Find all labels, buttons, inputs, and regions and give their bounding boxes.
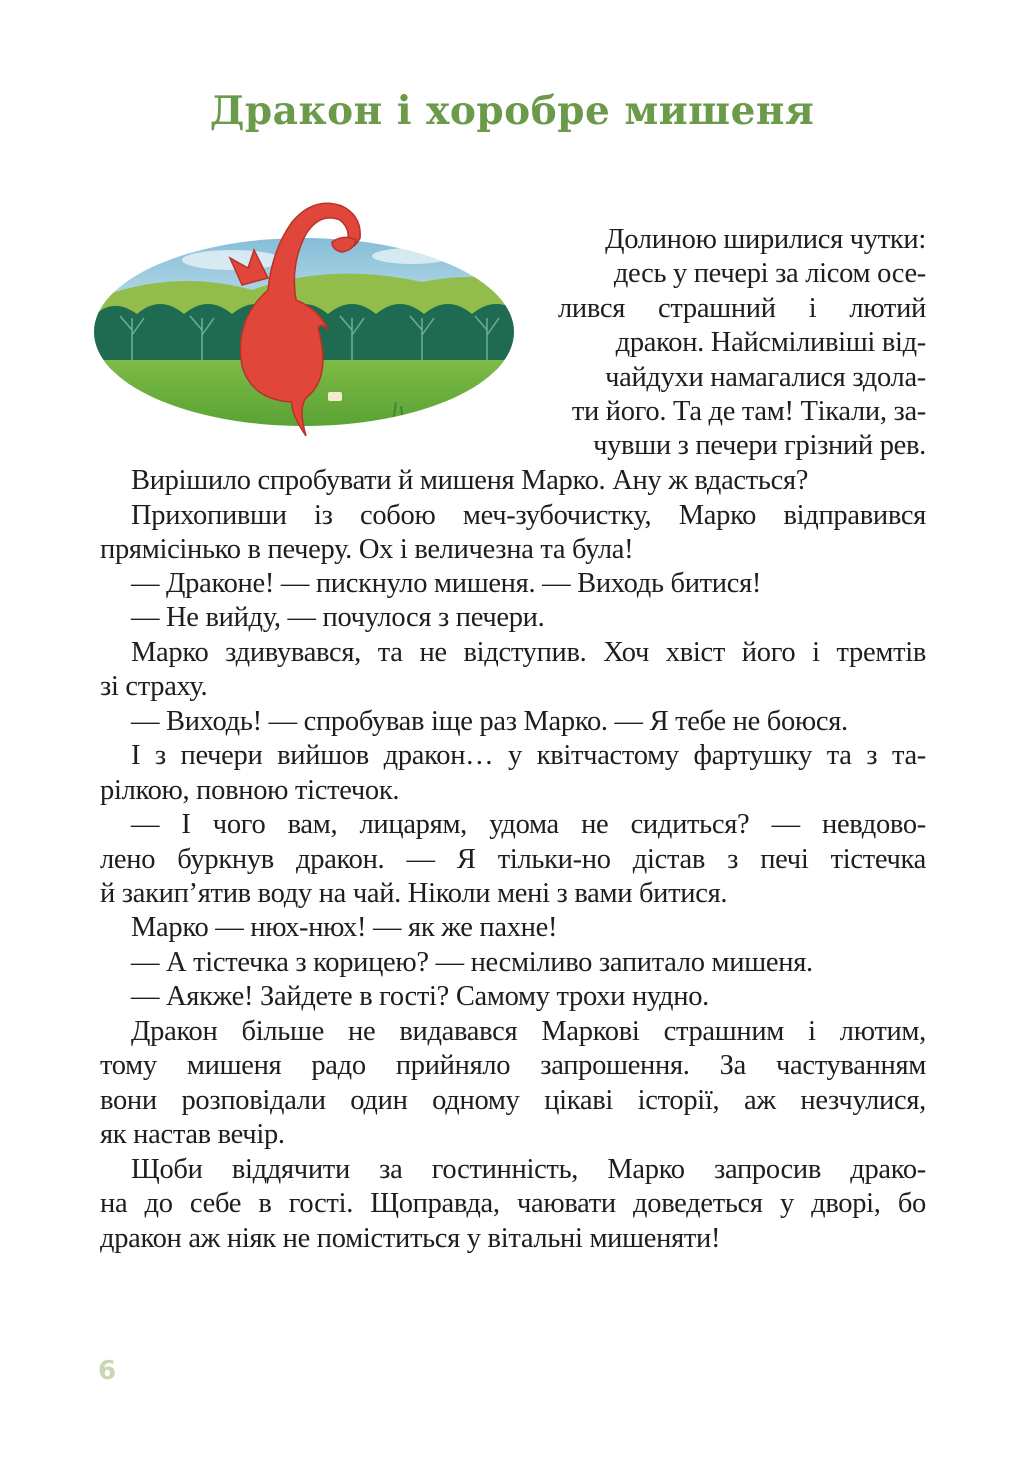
text-line: — Не вийду, — почулося з печери. [131,602,545,633]
text-line: Долиною ширилися чутки: [605,224,926,255]
text-line: тому мишеня радо прийняло запрошення. За частуванням [100,1050,926,1081]
text-line: Марко здивувався, та не відступив. Хоч хвіст його і тремтів [131,637,926,668]
text-line: Дракон більше не видавався Маркові страшним і лютим, [131,1016,926,1047]
text-line: — Виходь! — спробував іще раз Марко. — Я тебе не боюся. [131,706,848,737]
text-line: чувши з печери грізний рев. [593,430,926,461]
dragon-illustration [92,190,522,440]
text-line: прямісінько в печеру. Ох і величезна та була! [100,534,634,565]
text-line: чайдухи намагалися здола- [605,362,926,393]
text-line: — Драконе! — пискнуло мишеня. — Виходь битися! [131,568,762,599]
text-line: лено буркнув дракон. — Я тільки-но дістав з печі тістечка [100,844,926,875]
text-line: — А тістечка з корицею? — несміливо запитало мишеня. [131,947,813,978]
text-line: — Аякже! Зайдете в гості? Самому трохи нудно. [131,981,709,1012]
text-line: Марко — нюх-нюх! — як же пахне! [131,912,558,943]
text-line: рілкою, повною тістечок. [100,775,400,806]
text-line: вони розповідали один одному цікаві історії, аж незчулися, [100,1085,926,1116]
text-line: як настав вечір. [100,1119,285,1150]
page-title: Дракон і хоробре мишеня [209,88,815,134]
text-line: десь у печері за лісом осе- [613,258,926,289]
text-line: ти його. Та де там! Тікали, за- [571,396,926,427]
text-line: й закип’ятив воду на чай. Ніколи мені з вами битися. [100,878,728,909]
text-line: дракон. Найсміливіші від- [615,327,926,358]
text-line: Вирішило спробувати й мишеня Марко. Ану ж вдасться? [131,465,809,496]
text-line: — І чого вам, лицарям, удома не сидиться? — невдово- [131,809,926,840]
text-line: Щоби віддячити за гостинність, Марко запросив драко- [131,1154,926,1185]
text-line: на до себе в гості. Щоправда, чаювати доведеться у дворі, бо [100,1188,926,1219]
text-line: Прихопивши із собою меч-зубочистку, Марко відправився [131,500,926,531]
page-number: 6 [98,1356,117,1386]
text-line: І з печери вийшов дракон… у квітчастому фартушку та з та- [131,740,926,771]
text-line: лився страшний і лютий [558,293,926,324]
text-line: дракон аж ніяк не поміститься у вітальні мишеняти! [100,1223,721,1254]
dragon-meadow-image [92,190,522,440]
text-line: зі страху. [100,671,208,702]
